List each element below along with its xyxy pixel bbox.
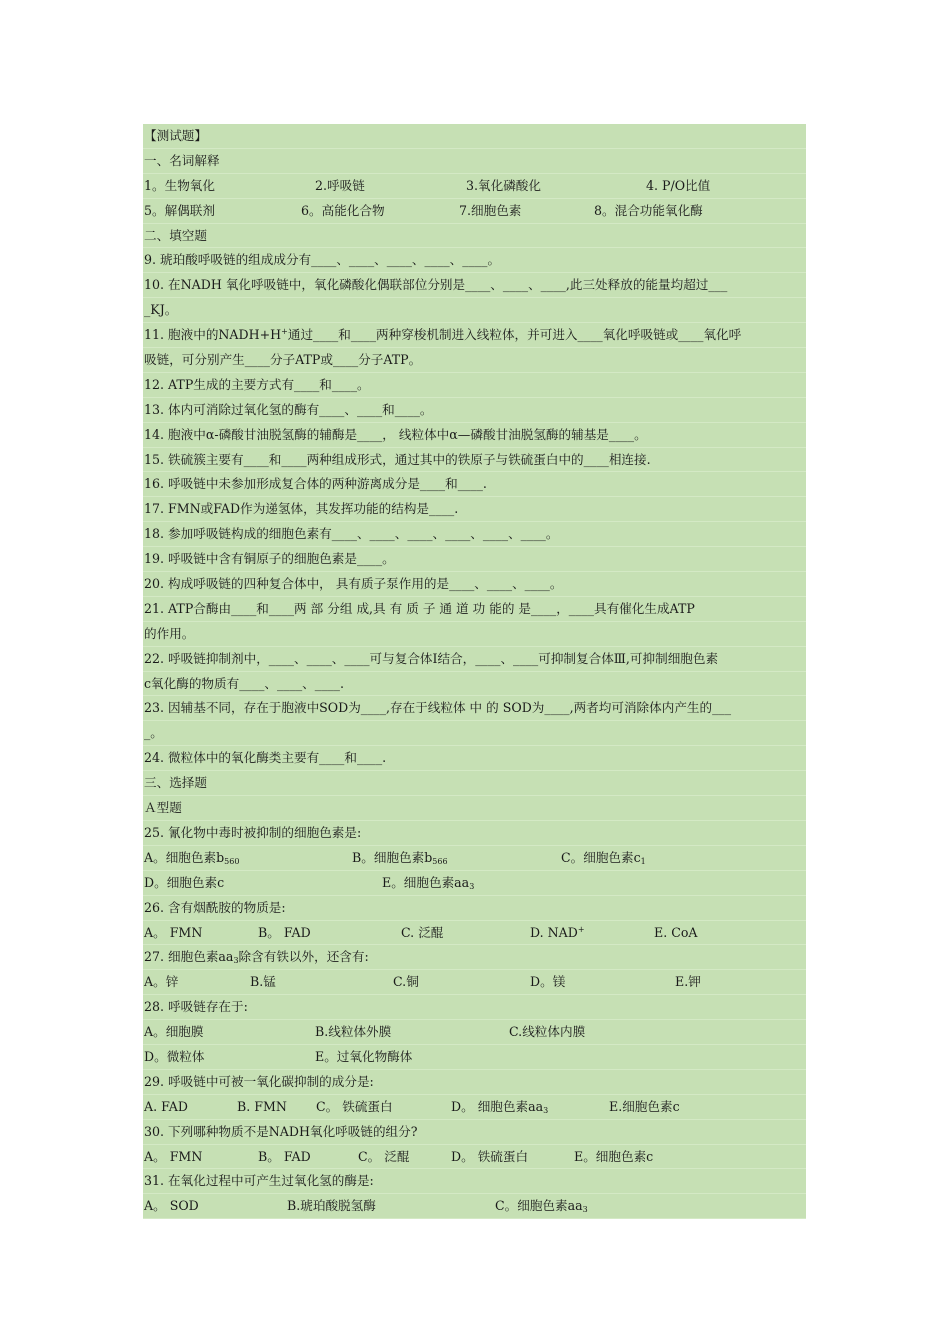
options-row [143,1045,806,1070]
option: A。 FMN [144,924,203,940]
option: C。 泛醌 [358,1148,410,1164]
option: C.线粒体内膜 [509,1024,586,1040]
option: B。 FAD [258,924,311,940]
option: E。过氧化物酶体 [315,1048,413,1064]
option: D。微粒体 [144,1048,205,1064]
term-item: 8。混合功能氧化酶 [594,202,703,218]
term-item: 1。生物氧化 [144,177,215,193]
question-26: 26. 含有烟酰胺的物质是: [143,896,806,921]
option: E.钾 [675,974,701,990]
option: B.锰 [250,974,276,990]
question-13: 13. 体内可消除过氧化氢的酶有____、____和____。 [143,398,806,423]
option: D。镁 [530,974,566,990]
option: C。细胞色素$c_1$ [561,849,646,866]
options-row [143,921,806,946]
question-20: 20. 构成呼吸链的四种复合体中， 具有质子泵作用的是____、____、____。 [143,572,806,597]
option: B。细胞色素$b_{566}$ [352,849,448,866]
question-21-cont: 的作用。 [143,622,806,647]
question-15: 15. 铁硫簇主要有____和____两种组成形式，通过其中的铁原子与铁硫蛋白中的____相连接. [143,448,806,473]
subsection-heading: Ａ型题 [143,796,806,821]
option: C.铜 [393,974,419,990]
question-25: 25. 氰化物中毒时被抑制的细胞色素是: [143,821,806,846]
question-11: 11. 胞液中的NADH+H+通过____和____两种穿梭机制进入线粒体，并可进入____氧化呼吸链或____氧化呼 [143,323,806,348]
option: E。细胞色素$aa_3$ [382,874,475,891]
options-row [143,871,806,896]
options-row [143,1095,806,1120]
option: A。锌 [144,974,179,990]
option: E.细胞色素c [609,1098,680,1114]
question-27: 27. 细胞色素$aa_3$除含有铁以外，还含有: [143,945,806,970]
term-item: 5。解偶联剂 [144,202,215,218]
question-29: 29. 呼吸链中可被一氧化碳抑制的成分是: [143,1070,806,1095]
option: D。 细胞色素$aa_3$ [451,1098,549,1115]
question-9: 9. 琥珀酸呼吸链的组成成分有____、____、____、____、____。 [143,248,806,273]
term-row [143,174,806,199]
options-row [143,1020,806,1045]
question-10: 10. 在NADH 氧化呼吸链中，氧化磷酸化偶联部位分别是____、____、____,此三处释放的能量均超过___ [143,273,806,298]
term-item: 3.氧化磷酸化 [466,177,541,193]
title: 【测试题】 [143,124,806,149]
options-row [143,846,806,871]
option: A。 FMN [144,1148,203,1164]
question-11-cont: 吸链，可分别产生____分子ATP或____分子ATP。 [143,348,806,373]
option: B.琥珀酸脱氢酶 [287,1198,376,1214]
term-item: 7.细胞色素 [459,202,522,218]
section-heading: 一、名词解释 [143,149,806,174]
option: A。细胞膜 [144,1024,204,1040]
question-16: 16. 呼吸链中未参加形成复合体的两种游离成分是____和____. [143,472,806,497]
option: D。细胞色素c [144,874,225,890]
section-heading: 三、选择题 [143,771,806,796]
option: B。 FAD [258,1148,311,1164]
question-12: 12. ATP生成的主要方式有____和____。 [143,373,806,398]
term-item: 6。高能化合物 [301,202,385,218]
question-21: 21. ATP合酶由____和____两 部 分组 成,具 有 质 子 通 道 功 能的 是____，____具有催化生成ATP [143,597,806,622]
term-item: 4. P/O比值 [646,177,711,193]
term-row [143,199,806,224]
question-30: 30. 下列哪种物质不是NADH氧化呼吸链的组分? [143,1120,806,1145]
section-heading: 二、填空题 [143,224,806,249]
option: A. FAD [144,1098,188,1114]
option: C。 铁硫蛋白 [316,1098,393,1114]
question-18: 18. 参加呼吸链构成的细胞色素有____、____、____、____、____、____。 [143,522,806,547]
option: C。细胞色素$aa_3$ [495,1198,588,1215]
question-17: 17. FMN或FAD作为递氢体，其发挥功能的结构是____. [143,497,806,522]
question-14: 14. 胞液中α-磷酸甘油脱氢酶的辅酶是____， 线粒体中α—磷酸甘油脱氢酶的辅基是____。 [143,423,806,448]
option: E。细胞色素c [574,1148,654,1164]
question-22: 22. 呼吸链抑制剂中，____、____、____可与复合体Ⅰ结合，____、____可抑制复合体Ⅲ,可抑制细胞色素 [143,647,806,672]
option: C. 泛醌 [401,924,444,940]
green-content-panel [143,124,806,1219]
options-row [143,970,806,995]
question-31: 31. 在氧化过程中可产生过氧化氢的酶是: [143,1169,806,1194]
question-24: 24. 微粒体中的氧化酶类主要有____和____. [143,746,806,771]
term-item: 2.呼吸链 [315,177,365,193]
question-28: 28. 呼吸链存在于: [143,995,806,1020]
option: A。细胞色素$b_{560}$ [144,849,240,866]
question-23: 23. 因辅基不同，存在于胞液中SOD为____,存在于线粒体 中 的 SOD为____,两者均可消除体内产生的___ [143,696,806,721]
option: A。 SOD [144,1198,199,1214]
options-row [143,1194,806,1219]
options-row [143,1145,806,1170]
question-22-cont: c氧化酶的物质有____、____、____. [143,672,806,697]
question-23-cont: _。 [143,721,806,746]
option: D。 铁硫蛋白 [451,1148,529,1164]
option: B.线粒体外膜 [315,1024,392,1040]
option: E. CoA [654,924,698,940]
question-19: 19. 呼吸链中含有铜原子的细胞色素是____。 [143,547,806,572]
option: B. FMN [237,1098,287,1114]
option: D. NAD+ [530,924,585,940]
question-10-cont: _KJ。 [143,298,806,323]
